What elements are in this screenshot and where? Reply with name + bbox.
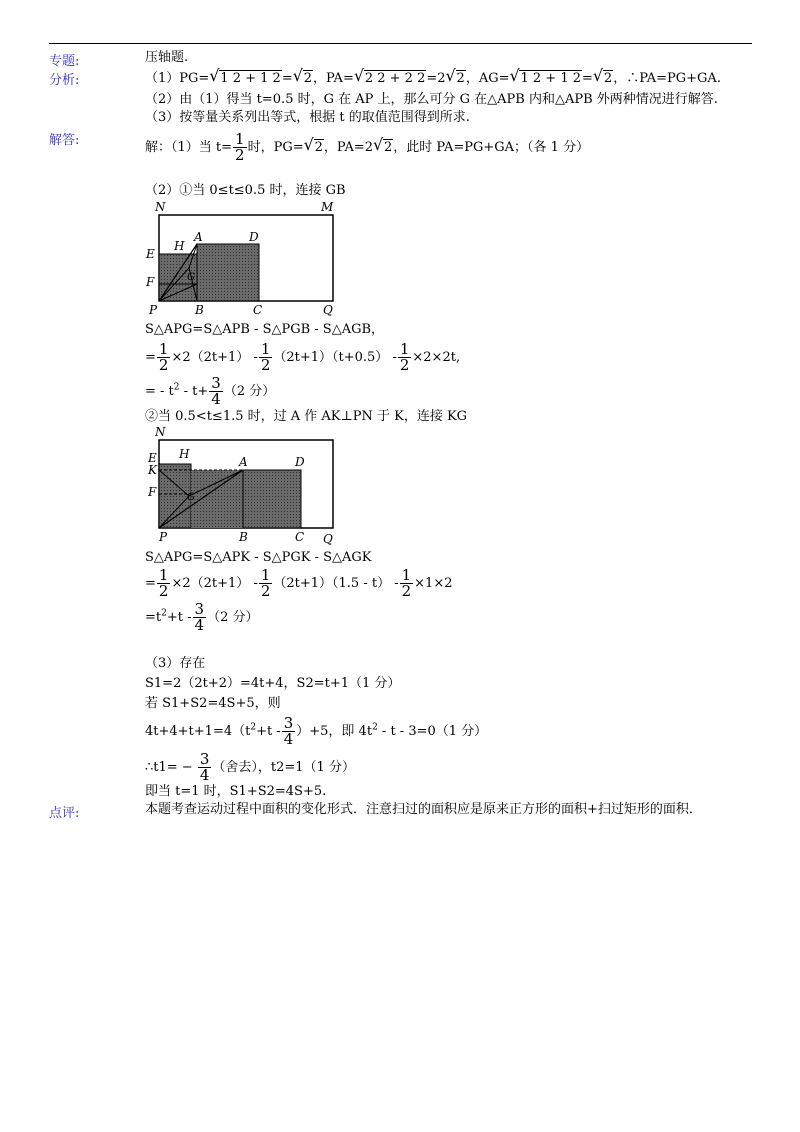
part-3-line-2: 若 S1+S2=4S+5，则 [145, 696, 281, 711]
label-answer: 解答: [49, 133, 80, 148]
fig2-label-H: H [179, 447, 190, 461]
fig2-label-N: N [155, 425, 166, 439]
comment-text: 本题考查运动过程中面积的变化形式．注意扫过的面积应是原来正方形的面积+扫过矩形的面积． [145, 802, 702, 817]
figure-2 [143, 424, 343, 549]
fig1-label-F: F [146, 275, 155, 289]
top-rule [49, 43, 752, 44]
analysis-line-1: （1）PG= √ 1 2 + 1 2= √ 2，PA= √ 2 2 + 2 2=2 √ 2，AG= √ 1 2 + 1 2= √ 2，∴PA=PG+GA. [145, 66, 721, 86]
answer-part-2b-head: ②当 0.5<t≤1.5 时，过 A 作 AK⊥PN 于 K，连接 KG [145, 409, 468, 424]
fig2-label-Q: Q [323, 532, 333, 546]
fig1-label-M: M [321, 200, 334, 214]
area-eq-2: S△APG=S△APK - S△PGK - S△AGK [145, 550, 372, 565]
topic-text: 压轴题. [145, 50, 189, 65]
fig1-label-H: H [174, 239, 185, 253]
fig1-label-G: G [187, 272, 195, 283]
fig1-label-E: E [146, 247, 155, 261]
fig2-label-B: B [239, 530, 248, 544]
fig1-label-A: A [194, 230, 203, 244]
part-3-line-5: 即当 t=1 时，S1+S2=4S+5. [145, 784, 327, 799]
fig2-label-G: G [187, 492, 195, 503]
part-3-line-4: ∴t1= − $\frac{3}{4}$ （舍去），t2=1（1 分） [145, 750, 355, 784]
fig1-label-D: D [249, 230, 259, 244]
part-3-line-1: S1=2（2t+2）=4t+4，S2=t+1（1 分） [145, 676, 401, 691]
label-topic: 专题: [49, 54, 80, 69]
fig2-label-A: A [239, 455, 248, 469]
part-3-line-3: $4t+4+t+1=4(t^2+t$ - $\frac{3}{4}$ ）+5，即 $4t^2 - t - 3=0(1$ 分） [145, 714, 488, 748]
answer-part-2-head: （2）①当 0≤t≤0.5 时，连接 GB [145, 183, 346, 198]
answer-part-3-head: （3）存在 [145, 656, 206, 671]
fig2-label-E: E [148, 451, 157, 465]
fig2-label-C: C [295, 530, 305, 544]
fig2-label-D: D [295, 455, 305, 469]
area-result-2: $=t^2+t$ - $\frac{3}{4}$ （2 分） [145, 600, 259, 634]
fig1-label-P: P [149, 303, 158, 317]
area-calc-2: = $\frac{1}{2}$ ×2（2t+1） - $\frac{1}{2}$ （2t+1）（1.5 - t） - $\frac{1}{2}$ ×1×2 [145, 566, 453, 600]
label-analysis: 分析: [49, 73, 80, 88]
shaded-square [197, 244, 259, 301]
area-result-1: = - $t^2 - t+$ $\frac{3}{4}$ （2 分） [145, 374, 276, 408]
fig1-label-N: N [155, 200, 166, 214]
fig1-label-Q: Q [323, 303, 333, 317]
analysis-line-2: （2）由（1）得当 t=0.5 时，G 在 AP 上，那么可分 G 在△APB 内和△APB 外两种情况进行解答. [145, 92, 718, 107]
fig2-label-F: F [148, 485, 157, 499]
fig2-label-P: P [159, 530, 168, 544]
answer-part-1: 解：（1）当 t= $\frac{1}{2}$ 时，PG= √ 2，PA=2 √ 2，此时 PA=PG+GA；（各 1 分） [145, 130, 590, 164]
fig1-label-C: C [253, 303, 263, 317]
area-calc-1: = $\frac{1}{2}$ ×2（2t+1） - $\frac{1}{2}$ （2t+1）（t+0.5） - $\frac{1}{2}$ ×2×2t, [145, 340, 461, 374]
area-eq-1: S△APG=S△APB - S△PGB - S△AGB， [145, 322, 385, 337]
fig1-label-B: B [195, 303, 204, 317]
label-comment: 点评: [49, 806, 80, 821]
fig2-label-K: K [148, 463, 157, 477]
analysis-line-3: （3）按等量关系列出等式，根据 t 的取值范围得到所求. [145, 110, 470, 125]
figure-1 [143, 198, 343, 318]
